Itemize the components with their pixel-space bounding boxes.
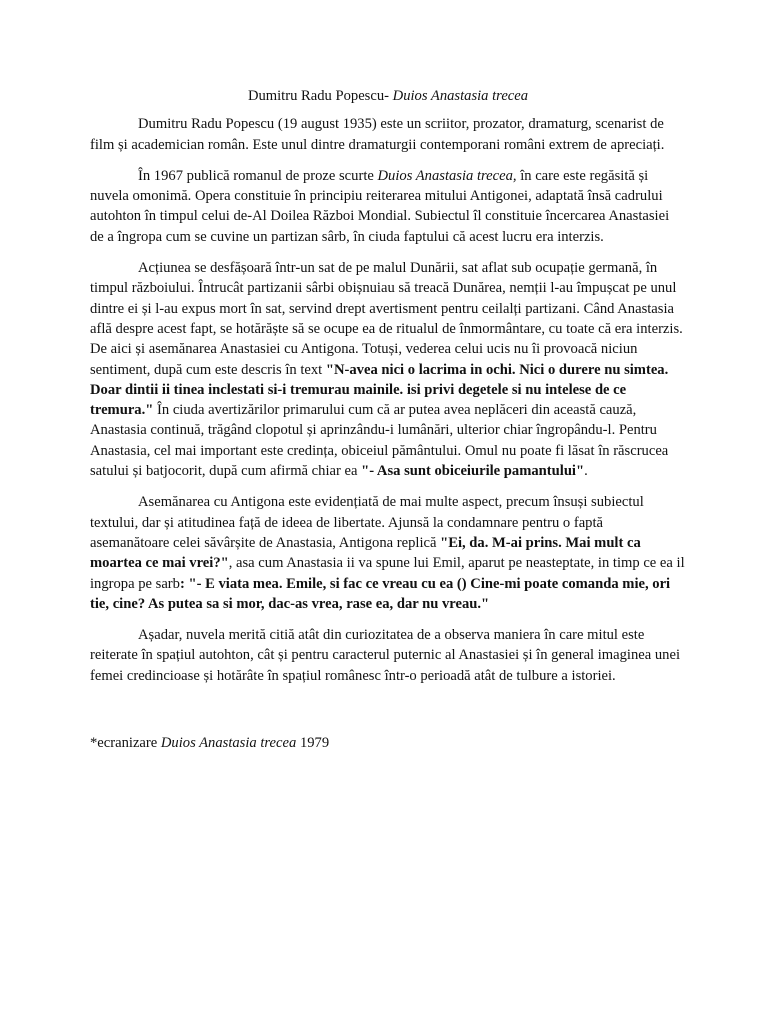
book-title: Duios Anastasia trecea, <box>377 167 517 184</box>
paragraph-text: . <box>584 463 588 480</box>
footer-work: Duios Anastasia trecea <box>160 735 297 752</box>
paragraph-text: în care este regăsită și nuvela omonimă. Opera constituie în principiu reiterarea mitului Antigonei, adaptată însă cadrului autohton în timpul celui de-Al Doilea Război Mondial. Subiectul îl constituie încercarea Anastasiei de a îngropa cum se cuvine un partizan sârb, în ciuda faptului că acest lucru era interzis. <box>90 167 670 245</box>
paragraph-biography <box>90 114 686 155</box>
paragraph-text: Așadar, nuvela merită citiă atât din curiozitatea de a observa maniera în care mitul este reiterate în spațiul autohton, cât și pentru caracterul puternic al Anastasiei și în general imaginea unei femei credincioase și hotărâte în spațiul românesc într-o perioadă atât de tulbure a istoriei. <box>90 627 681 684</box>
paragraph-text: În 1967 publică romanul de proze scurte <box>138 167 378 184</box>
paragraph-plot <box>90 258 686 481</box>
title-author: Dumitru Radu Popescu- <box>247 88 393 104</box>
spacer <box>90 697 686 733</box>
document-title <box>90 86 686 106</box>
footer-note <box>90 733 686 753</box>
footer-prefix: *ecranizare <box>90 735 161 752</box>
paragraph-text: Dumitru Radu Popescu (19 august 1935) este un scriitor, prozator, dramaturg, scenarist de film și academician român. Este unul dintre dramaturgii contemporani români extrem de apreciați. <box>90 116 665 153</box>
quote-bold: "Ei, da. M-ai prins. Mai mult ca moartea ce mai vrei?" <box>90 534 641 572</box>
paragraph-text: , asa cum Anastasia ii va spune lui Emil, aparut pe neasteptate, in timp ce ea il ingropa pe sarb <box>90 555 685 592</box>
paragraph-publication <box>90 166 686 247</box>
paragraph-text: Asemănarea cu Antigona este evidențiată de mai multe aspect, precum însuși subiectul textului, dar și atitudinea față de ideea de libertate. Ajunsă la condamnare pentru o faptă asemanătoare celei săvârșite de Anastasia, Antigona replică <box>90 494 644 551</box>
paragraph-antigona <box>90 492 686 614</box>
paragraph-conclusion <box>90 625 686 686</box>
paragraph-text: În ciuda avertizărilor primarului cum că ar putea avea neplăceri din această cauză, Anastasia continuă, trăgând clopotul și aprinzându-i lumânări, ulterior chiar îngropându-l. Pentru Anastasia, cel mai important este credința, obiceiul pământului. Omul nu poate fi lăsat în răscrucea satului și batjocorit, după cum afirmă chiar ea <box>90 402 669 480</box>
document-page <box>90 86 686 753</box>
footer-year: 1979 <box>296 735 330 752</box>
quote-bold: : "- E viata mea. Emile, si fac ce vreau cu ea () Cine-mi poate comanda mie, ori tie, cine? As putea sa si mor, dac-as vrea, rase ea, dar nu vreau." <box>90 575 671 612</box>
quote-bold: "- Asa sunt obiceiurile pamantului" <box>361 463 585 480</box>
quote-bold: "N-avea nici o lacrima in ochi. Nici o durere nu simtea. Doar dintii ii tinea inclestati si-i tremurau mainile. isi privi degetele si nu intelese de ce tremura." <box>90 361 669 419</box>
title-work: Duios Anastasia trecea <box>392 88 529 104</box>
paragraph-text: Acțiunea se desfășoară într-un sat de pe malul Dunării, sat aflat sub ocupație germană, în timpul războiului. Întrucât partizanii sârbi obișnuiau să treacă Dunărea, nemții l-au împușcat pe unul dintre ei și l-au expus mort în sat, servind drept avertisment pentru ceilalți partizani. Când Anastasia află despre acest fapt, se hotărăște să se ocupe ea de ritualul de înmormântare, cu toate că era interzis. De aici și asemănarea Anastasiei cu Antigona. Totuși, vederea celui ucis nu îi provoacă niciun sentiment, după cum este descris în text <box>90 260 683 378</box>
